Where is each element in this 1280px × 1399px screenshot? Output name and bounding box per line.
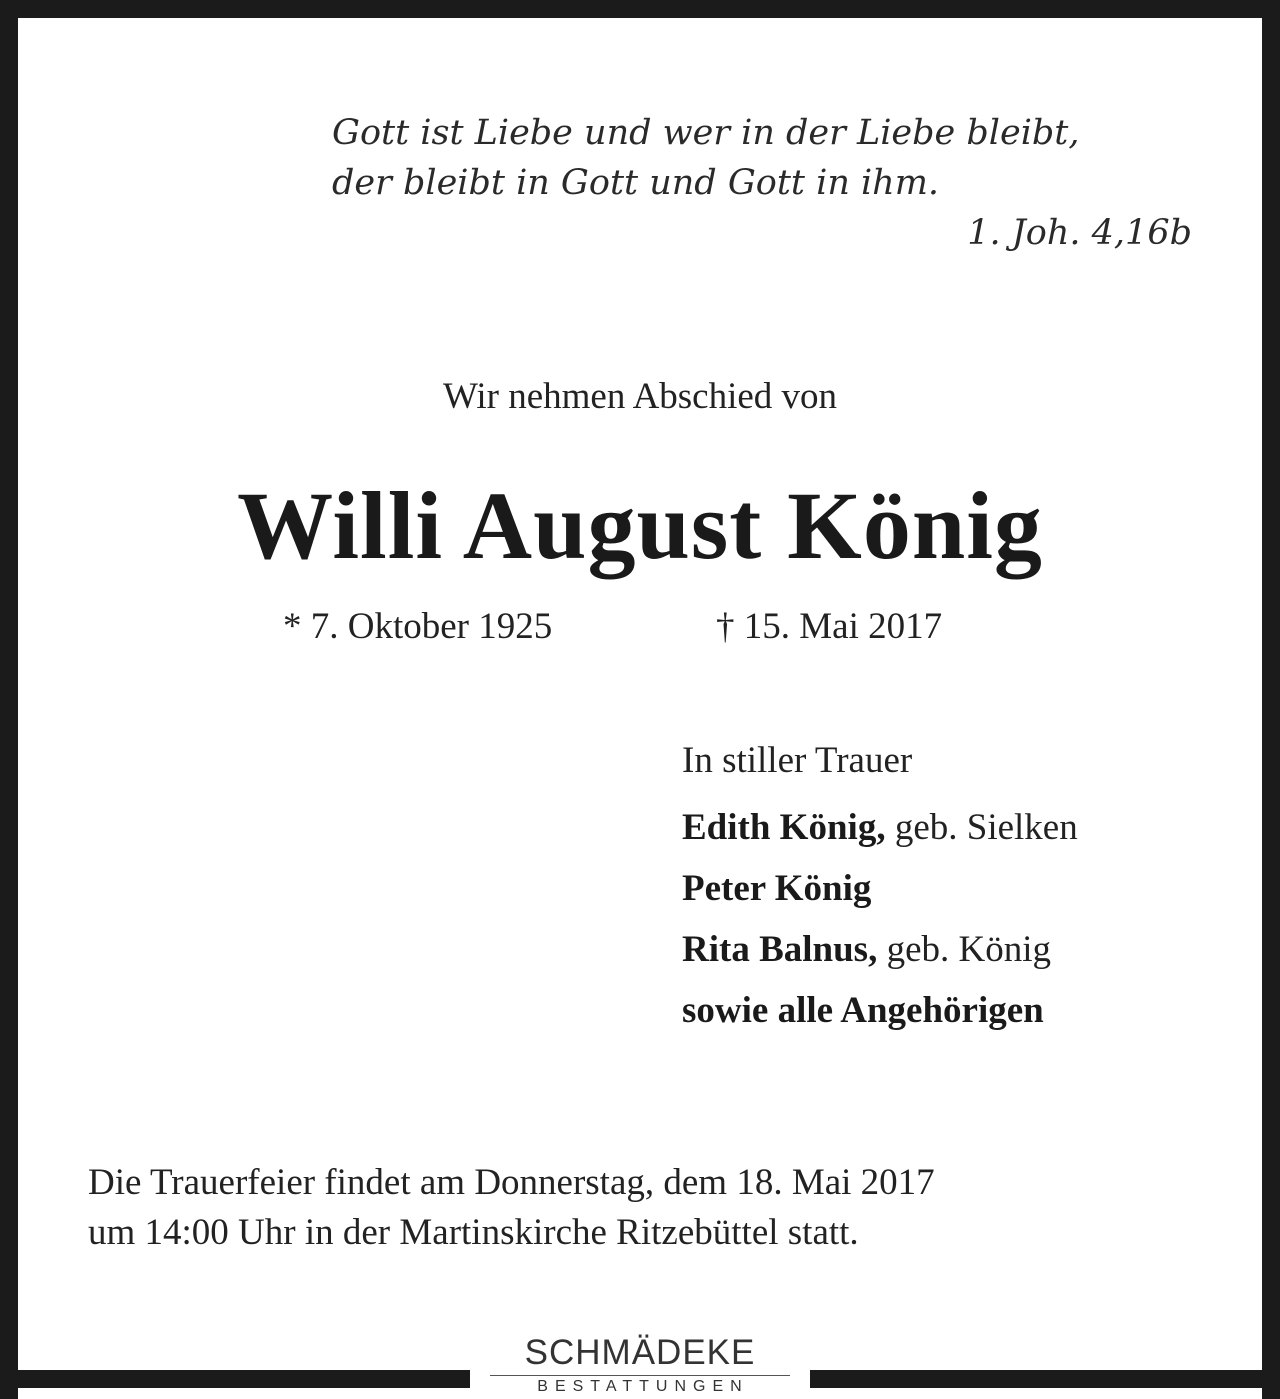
mourners-block — [682, 735, 1078, 1041]
logo-main-text: SCHMÄDEKE — [524, 1333, 756, 1372]
mourner-row — [682, 919, 1078, 980]
mourner-name: sowie alle Angehörigen — [682, 990, 1044, 1031]
death-date: † 15. Mai 2017 — [716, 606, 943, 647]
ceremony-info — [88, 1158, 1208, 1258]
quote-reference: 1. Joh. 4,16b — [967, 213, 1192, 253]
mourner-name: Peter König — [682, 868, 872, 909]
ceremony-line-1: Die Trauerfeier findet am Donnerstag, dem 18. Mai 2017 — [88, 1162, 935, 1203]
ceremony-line-2: um 14:00 Uhr in der Martinskirche Ritzebüttel statt. — [88, 1212, 859, 1253]
mourning-intro: In stiller Trauer — [682, 740, 913, 781]
mourner-name: Rita Balnus, — [682, 929, 878, 970]
birth-date: * 7. Oktober 1925 — [283, 606, 553, 647]
mourner-name: Edith König, — [682, 807, 886, 848]
bible-quote — [332, 108, 1192, 258]
bottom-border-left — [0, 1370, 470, 1388]
mourner-row — [682, 858, 1078, 919]
mourner-note: geb. Sielken — [885, 807, 1078, 848]
farewell-text — [0, 375, 1280, 418]
quote-line-2: der bleibt in Gott und Gott in ihm. — [332, 163, 940, 203]
quote-line-1: Gott ist Liebe und wer in der Liebe bleibt, — [332, 113, 1080, 153]
logo-divider — [490, 1375, 790, 1376]
logo-sub-text: BESTATTUNGEN — [537, 1378, 749, 1395]
deceased-name: Willi August König — [237, 472, 1043, 579]
mourner-row — [682, 980, 1078, 1041]
funeral-home-logo — [480, 1333, 800, 1399]
mourner-note: geb. König — [877, 929, 1052, 970]
mourner-row — [682, 797, 1078, 858]
farewell-label: Wir nehmen Abschied von — [442, 376, 838, 417]
bottom-border-right — [810, 1370, 1280, 1388]
